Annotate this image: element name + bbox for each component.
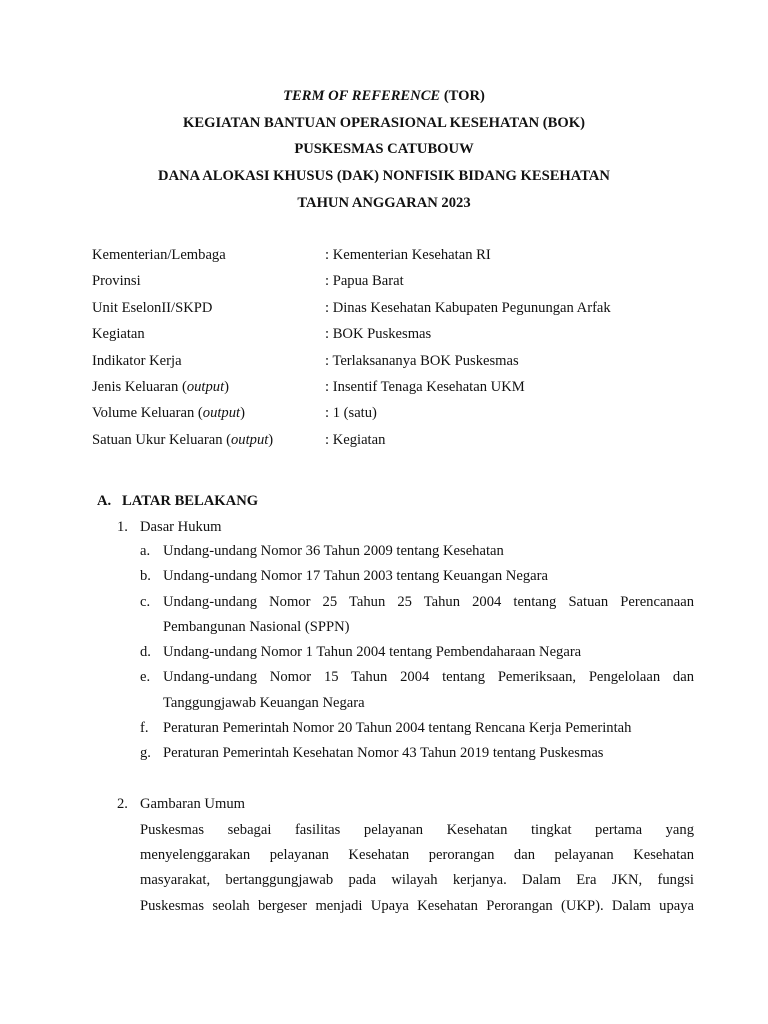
header-title-suffix: (TOR) bbox=[440, 88, 485, 104]
paragraph-line: menyelenggarakan pelayanan Kesehatan perorangan dan pelayanan Kesehatan bbox=[140, 847, 694, 864]
list-marker: b. bbox=[140, 568, 151, 585]
section-marker: A. bbox=[97, 493, 112, 509]
meta-label-text: Jenis Keluaran ( bbox=[92, 378, 187, 395]
meta-row bbox=[92, 245, 732, 271]
paragraph-line: masyarakat, bertanggungjawab pada wilayah kerjanya. Dalam Era JKN, fungsi bbox=[140, 872, 694, 889]
meta-label: Indikator Kerja bbox=[92, 352, 182, 369]
meta-table bbox=[92, 245, 732, 456]
meta-row bbox=[92, 377, 732, 403]
list-item bbox=[140, 640, 694, 665]
item-number: 1. bbox=[117, 519, 128, 535]
list-item bbox=[140, 741, 694, 766]
meta-value: : Papua Barat bbox=[325, 273, 404, 290]
general-overview-paragraph bbox=[140, 818, 694, 919]
section-title: LATAR BELAKANG bbox=[122, 493, 259, 509]
list-text: Peraturan Pemerintah Nomor 20 Tahun 2004 tentang Rencana Kerja Pemerintah bbox=[163, 720, 632, 737]
list-item bbox=[140, 539, 694, 564]
meta-label-text: ) bbox=[224, 378, 229, 395]
meta-label-text: Satuan Ukur Keluaran ( bbox=[92, 431, 231, 448]
item-title: Gambaran Umum bbox=[140, 796, 245, 812]
legal-basis-list bbox=[140, 539, 694, 767]
header-puskesmas: PUSKESMAS CATUBOUW bbox=[294, 141, 474, 158]
meta-label-text: Volume Keluaran ( bbox=[92, 405, 203, 422]
paragraph-line: Puskesmas seolah bergeser menjadi Upaya Kesehatan Perorangan (UKP). Dalam upaya bbox=[140, 897, 694, 914]
header-year: TAHUN ANGGARAN 2023 bbox=[297, 194, 471, 211]
meta-label bbox=[92, 430, 273, 450]
header-activity: KEGIATAN BANTUAN OPERASIONAL KESEHATAN (BOK) bbox=[183, 114, 585, 131]
list-marker: e. bbox=[140, 669, 151, 686]
paragraph-line: Puskesmas sebagai fasilitas pelayanan Kesehatan tingkat pertama yang bbox=[140, 822, 694, 838]
meta-value: : BOK Puskesmas bbox=[325, 326, 432, 343]
meta-label bbox=[92, 403, 245, 423]
meta-value: : Terlaksananya BOK Puskesmas bbox=[325, 352, 519, 369]
meta-label bbox=[92, 377, 229, 397]
meta-label-text: ) bbox=[268, 431, 274, 448]
meta-value: : Dinas Kesehatan Kabupaten Pegunungan Arfak bbox=[325, 299, 611, 316]
meta-row bbox=[92, 298, 732, 324]
meta-label-italic: output bbox=[231, 431, 269, 448]
meta-row bbox=[92, 351, 732, 377]
meta-value: : Kegiatan bbox=[325, 431, 386, 448]
document-header bbox=[0, 85, 768, 218]
numbered-item bbox=[117, 794, 245, 814]
list-marker: g. bbox=[140, 745, 151, 762]
list-marker: f. bbox=[140, 720, 149, 737]
meta-label: Unit EselonII/SKPD bbox=[92, 299, 213, 316]
list-item bbox=[140, 716, 694, 741]
meta-label-italic: output bbox=[186, 378, 225, 395]
list-text: Peraturan Pemerintah Kesehatan Nomor 43 Tahun 2019 tentang Puskesmas bbox=[163, 745, 604, 762]
list-item bbox=[140, 665, 694, 716]
header-fund: DANA ALOKASI KHUSUS (DAK) NONFISIK BIDANG KESEHATAN bbox=[158, 168, 610, 185]
meta-label: Kegiatan bbox=[92, 326, 145, 343]
meta-label-text: ) bbox=[240, 405, 245, 422]
numbered-item bbox=[117, 517, 221, 537]
list-marker: c. bbox=[140, 593, 151, 610]
list-text: Undang-undang Nomor 17 Tahun 2003 tentang Keuangan Negara bbox=[163, 568, 548, 585]
meta-value: : Insentif Tenaga Kesehatan UKM bbox=[325, 378, 525, 395]
list-item bbox=[140, 564, 694, 589]
list-text: Undang-undang Nomor 25 Tahun 25 Tahun 2004 tentang Satuan Perencanaan Pembangunan Nasional (SPPN) bbox=[163, 593, 694, 635]
item-number: 2. bbox=[117, 796, 128, 812]
meta-row bbox=[92, 403, 732, 429]
header-title-italic: TERM OF REFERENCE bbox=[283, 88, 441, 104]
meta-label: Kementerian/Lembaga bbox=[92, 247, 226, 263]
meta-label: Provinsi bbox=[92, 273, 141, 290]
meta-value: : Kementerian Kesehatan RI bbox=[325, 247, 491, 263]
list-marker: a. bbox=[140, 543, 151, 559]
list-text: Undang-undang Nomor 15 Tahun 2004 tentang Pemeriksaan, Pengelolaan dan Tanggungjawab Keuangan Negara bbox=[163, 669, 694, 711]
list-item bbox=[140, 590, 694, 641]
list-marker: d. bbox=[140, 644, 151, 661]
item-title: Dasar Hukum bbox=[140, 519, 222, 535]
meta-row bbox=[92, 430, 732, 456]
header-title bbox=[0, 85, 768, 112]
list-text: Undang-undang Nomor 1 Tahun 2004 tentang Pembendaharaan Negara bbox=[163, 644, 582, 661]
meta-label-italic: output bbox=[202, 405, 241, 422]
meta-row bbox=[92, 271, 732, 297]
section-heading bbox=[97, 491, 258, 511]
list-text: Undang-undang Nomor 36 Tahun 2009 tentang Kesehatan bbox=[163, 543, 504, 559]
meta-row bbox=[92, 324, 732, 350]
meta-value: : 1 (satu) bbox=[325, 405, 377, 422]
